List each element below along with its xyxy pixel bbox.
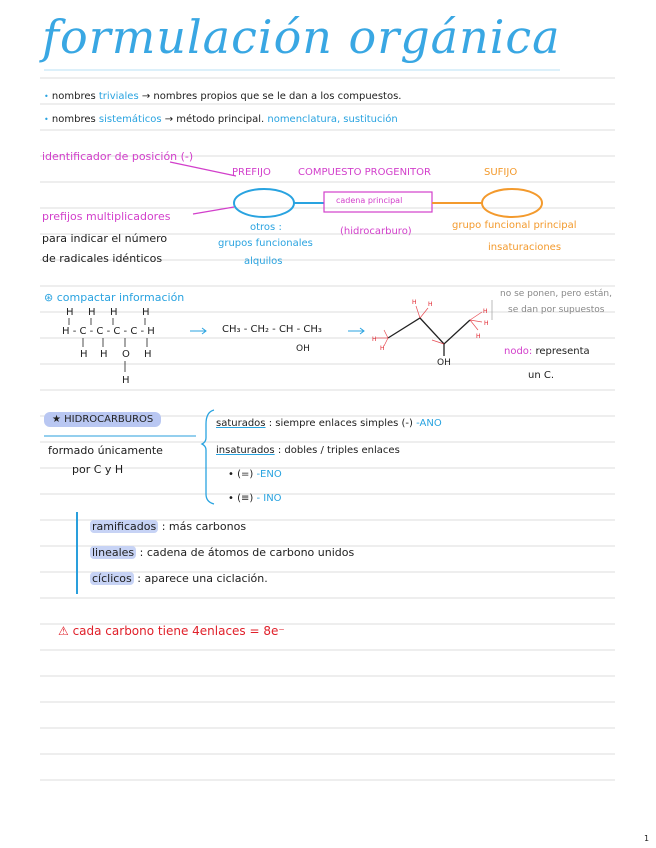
parent-chain-label: cadena principal: [336, 196, 403, 205]
svg-text:H: H: [428, 301, 433, 308]
multiplier-prefix-label: prefijos multiplicadores: [42, 210, 171, 223]
svg-text:H: H: [110, 307, 118, 318]
svg-text:O: O: [122, 349, 130, 360]
double-bond: • (=): [228, 469, 254, 480]
types-bar: [76, 512, 78, 594]
svg-text:H: H: [144, 349, 152, 360]
others-label: otros :: [250, 222, 282, 233]
intro-line1-rest: → nombres propios que se le dan a los compuestos.: [141, 91, 402, 102]
branched-label: ramificados: [92, 520, 157, 533]
svg-text:H: H: [88, 307, 96, 318]
svg-text:H: H: [122, 375, 130, 386]
intro-line2-tail: nomenclatura, sustitución: [267, 114, 398, 125]
double-bond-suffix: -ENO: [256, 469, 282, 480]
intro-line-2: • nombres sistemáticos → método principal. nomenclatura, sustitución: [44, 114, 398, 125]
saturated-label: saturados: [216, 418, 266, 429]
carbon-bonds-warning: ⚠ cada carbono tiene 4enlaces = 8e⁻: [58, 624, 285, 638]
svg-text:H - C - C - C - C - H: H - C - C - C - C - H: [62, 326, 155, 337]
condensed-oh: OH: [296, 344, 310, 354]
implied-note-1: no se ponen, pero están,: [500, 289, 612, 299]
cyclic-row: [90, 572, 268, 585]
page-number: 1: [644, 834, 650, 843]
triple-bond-row: [228, 493, 282, 504]
unsaturated-row: [216, 445, 400, 456]
svg-text:H: H: [100, 349, 108, 360]
intro-line2-mid: → método principal.: [164, 114, 265, 125]
prefix-label: PREFIJO: [232, 167, 271, 178]
hydrocarbon-def-2: por C y H: [72, 463, 124, 476]
linear-text: : cadena de átomos de carbono unidos: [139, 546, 355, 559]
svg-text:H: H: [380, 345, 385, 352]
svg-text:H: H: [372, 336, 377, 343]
svg-text:H: H: [80, 349, 88, 360]
one-carbon-note: un C.: [528, 370, 555, 381]
svg-text:H: H: [142, 307, 150, 318]
cyclic-text: : aparece una ciclación.: [137, 572, 268, 585]
implied-note-2: se dan por supuestos: [508, 305, 605, 315]
unsaturated-label: insaturados: [216, 445, 275, 456]
hydrocarbon-label: (hidrocarburo): [340, 226, 412, 237]
alkyl-label: alquilos: [244, 256, 283, 267]
triple-bond-suffix: - INO: [256, 493, 282, 504]
linear-label: lineales: [92, 546, 135, 559]
branched-text: : más carbonos: [161, 520, 247, 533]
identifier-label: identificador de posición (-): [42, 150, 194, 163]
functional-groups-label: grupos funcionales: [218, 238, 313, 249]
unsaturation-label: insaturaciones: [488, 242, 562, 253]
saturated-suffix: -ANO: [416, 418, 442, 429]
skeletal-oh: OH: [437, 358, 451, 368]
branched-row: [90, 520, 246, 533]
node-represents: representa: [535, 346, 590, 357]
unsaturated-text: : dobles / triples enlaces: [277, 445, 400, 456]
multiplier-desc-1: para indicar el número: [42, 232, 168, 245]
multiplier-desc-2: de radicales idénticos: [42, 252, 163, 265]
double-bond-row: [228, 469, 282, 480]
cyclic-label: cíclicos: [92, 572, 132, 585]
hydrocarbons-badge: ★ HIDROCARBUROS: [44, 412, 161, 427]
principal-group-label: grupo funcional principal: [452, 220, 577, 231]
linear-row: [90, 546, 354, 559]
intro-line-1: • nombres triviales → nombres propios que se le dan a los compuestos.: [44, 91, 402, 102]
node-label: nodo:: [504, 346, 533, 357]
saturated-row: [216, 418, 442, 429]
parent-compound-label: COMPUESTO PROGENITOR: [298, 167, 431, 178]
condensed-formula: CH₃ - CH₂ - CH - CH₃: [222, 324, 322, 335]
triple-bond: • (≡): [228, 493, 254, 504]
saturated-text: : siempre enlaces simples (-): [268, 418, 413, 429]
compact-heading: ⊛ compactar información: [44, 291, 185, 304]
hydrocarbon-def-1: formado únicamente: [48, 444, 163, 457]
suffix-label: SUFIJO: [484, 167, 518, 178]
svg-text:H: H: [484, 320, 489, 327]
page-title: formulación orgánica: [42, 10, 561, 64]
intro-systematic: sistemáticos: [98, 114, 162, 125]
svg-text:H: H: [483, 308, 488, 315]
svg-text:H: H: [476, 333, 481, 340]
intro-trivial: triviales: [98, 91, 139, 102]
svg-text:H: H: [66, 307, 74, 318]
svg-text:H: H: [412, 299, 417, 306]
